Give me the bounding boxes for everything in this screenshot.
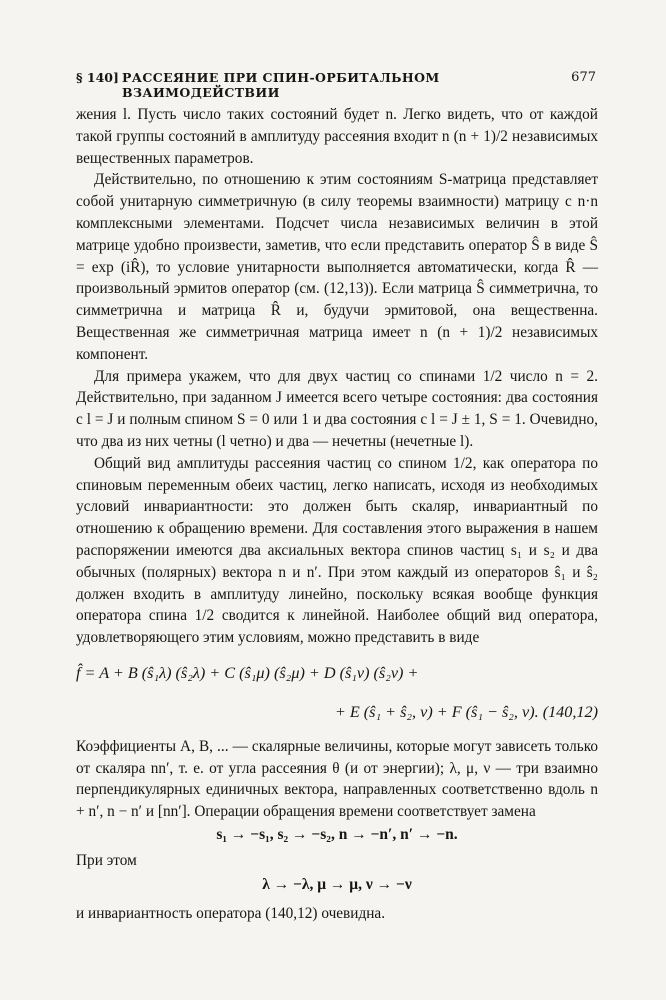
formula-line-2: + E (ŝ₁ + ŝ₂, ν) + F (ŝ₁ − ŝ₂, ν). (140,12): [334, 703, 598, 721]
page-number: 677: [571, 70, 596, 85]
paragraph-1: жения l. Пусть число таких состояний будет n. Легко видеть, что от каждой такой группы состояний в амплитуду рассеяния входит n (n + 1)/2 независимых вещественных параметров.: [76, 106, 598, 167]
running-header: [76, 70, 596, 100]
paragraph-2: Действительно, по отношению к этим состояниям S-матрица представляет собой унитарную симметричную (в силу теоремы взаимности) матрицу с n·n комплексными элементами. Подсчет числа независимых величин в этой матрице удобно произвести, заметив, что если представить оператор Ŝ в виде Ŝ = exp (iR̂), то условие унитарности выполняется автоматически, когда R̂ — произвольный эрмитов оператор (см. (12,13)). Если матрица Ŝ симметрична, то симметрична и матрица R̂ и, будучи эрмитовой, она вещественна. Вещественная же симметричная матрица имеет n (n + 1)/2 независимых компонент.: [76, 171, 598, 363]
paragraph-3: Для примера укажем, что для двух частиц со спинами 1/2 число n = 2. Действительно, при заданном J имеется всего четыре состояния: два состояния с l = J и полным спином S = 0 или 1 и два состояния с l = J ± 1, S = 1. Очевидно, что два из них четны (l четно) и два — нечетны (нечетные l).: [76, 367, 598, 450]
final-sentence: и инвариантность оператора (140,12) очевидна.: [76, 905, 386, 922]
vector-replacement: λ → −λ, μ → μ, ν → −ν: [262, 876, 412, 893]
chapter-title: РАССЕЯНИЕ ПРИ СПИН-ОРБИТАЛЬНОМ ВЗАИМОДЕЙСТВИИ: [122, 70, 440, 100]
pri-etom-text: При этом: [76, 852, 137, 869]
main-text: [76, 104, 598, 649]
after-formula-paragraph: Коэффициенты A, B, ... — скалярные величины, которые могут зависеть только от скаляра nn′, т. е. от угла рассеяния θ (и от энергии); λ, μ, ν — три взаимно перпендикулярных единичных вектора, направленных соответственно вдоль n + n′, n − n′ и [nn′]. Операции обращения времени соответствует замена: [76, 738, 598, 820]
time-reversal-replacement: s₁ → −s₁, s₂ → −s₂, n → −n′, n′ → −n.: [216, 826, 458, 843]
formula-line-1: f̂ = A + B (ŝ₁λ) (ŝ₂λ) + C (ŝ₁μ) (ŝ₂μ) + D (ŝ₁ν) (ŝ₂ν) +: [76, 664, 419, 682]
paragraph-4: Общий вид амплитуды рассеяния частиц со спином 1/2, как оператора по спиновым переменным обеих частиц, легко написать, исходя из необходимых условий инвариантности: это должен быть скаляр, инвариантный по отношению к обращению времени. Для составления этого выражения в нашем распоряжении имеются два аксиальных вектора спинов частиц s₁ и s₂ и два обычных (полярных) вектора n и n′. При этом каждый из операторов ŝ₁ и ŝ₂ должен входить в амплитуду линейно, поскольку всякая вообще функция оператора спина 1/2 сводится к линейной. Наиболее общий вид оператора, удовлетворяющего этим условиям, можно представить в виде: [76, 454, 598, 647]
section-number: § 140]: [76, 70, 119, 85]
